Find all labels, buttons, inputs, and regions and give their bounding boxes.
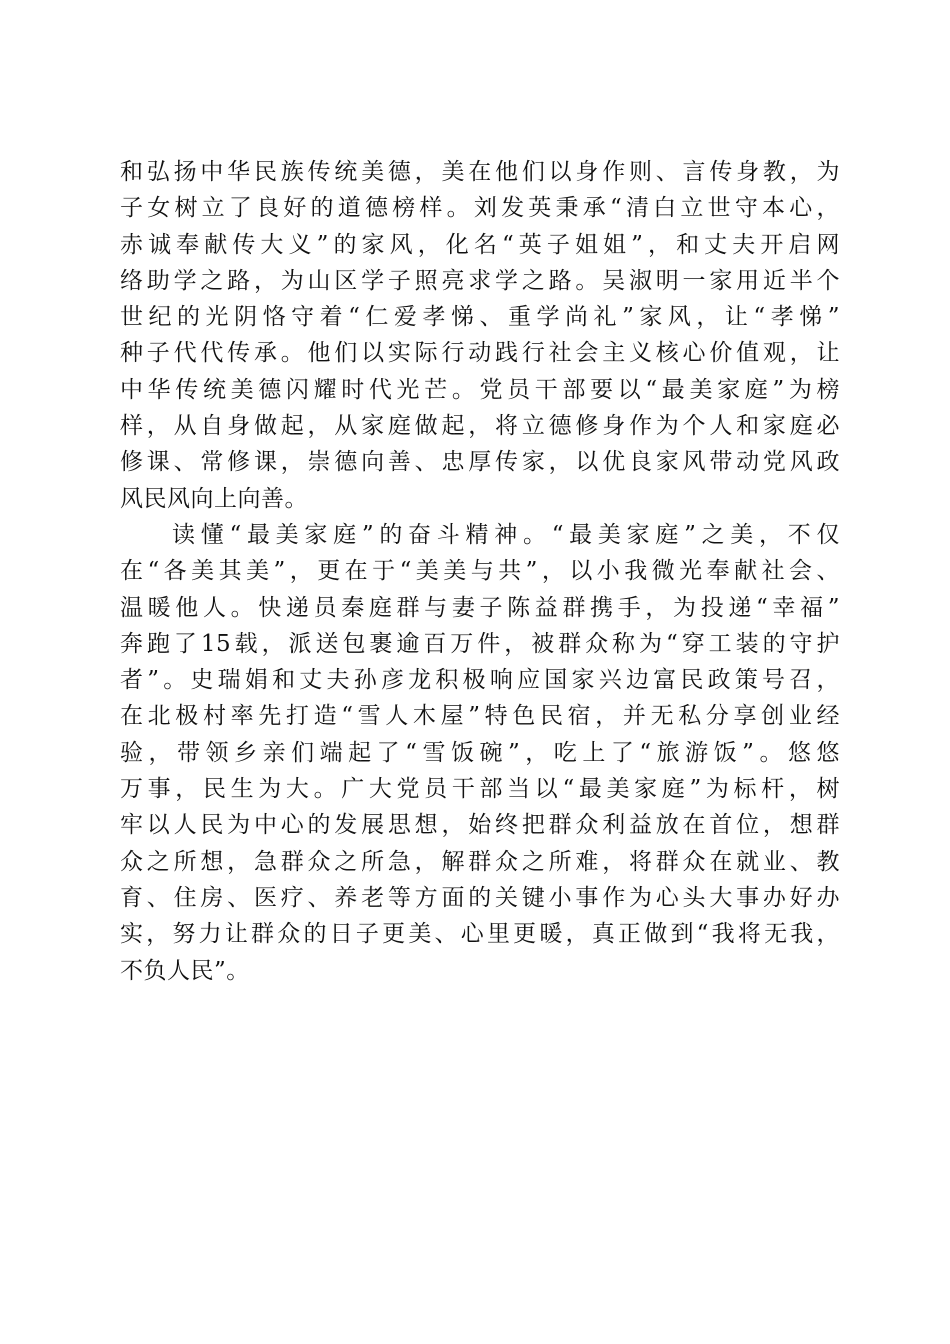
text-line: 者”。史瑞娟和丈夫孙彦龙积极响应国家兴边富民政策号召， xyxy=(120,667,840,694)
document-body xyxy=(120,154,840,989)
text-line: 众之所想，急群众之所急，解群众之所难，将群众在就业、教 xyxy=(120,848,840,875)
text-line: 温暖他人。快递员秦庭群与妻子陈益群携手，为投递“幸福” xyxy=(120,594,840,621)
text-line: 育、住房、医疗、养老等方面的关键小事作为心头大事办好办 xyxy=(120,884,840,911)
text-line: 世纪的光阴恪守着“仁爱孝悌、重学尚礼”家风，让“孝悌” xyxy=(120,304,840,331)
text-line: 络助学之路，为山区学子照亮求学之路。吴淑明一家用近半个 xyxy=(120,267,840,294)
text-line: 在“各美其美”，更在于“美美与共”，以小我微光奉献社会、 xyxy=(120,558,840,585)
text-line: 赤诚奉献传大义”的家风，化名“英子姐姐”，和丈夫开启网 xyxy=(120,231,840,258)
paragraph-striving-spirit xyxy=(120,517,840,989)
text-line: 实，努力让群众的日子更美、心里更暖，真正做到“我将无我， xyxy=(120,921,840,948)
text-line: 风民风向上向善。 xyxy=(120,485,308,512)
text-line: 不负人民”。 xyxy=(120,957,250,984)
text-line: 验，带领乡亲们端起了“雪饭碗”，吃上了“旅游饭”。悠悠 xyxy=(120,739,840,766)
text-line: 和弘扬中华民族传统美德，美在他们以身作则、言传身教，为 xyxy=(120,159,840,185)
text-line: 牢以人民为中心的发展思想，始终把群众利益放在首位，想群 xyxy=(120,812,840,839)
text-line: 万事，民生为大。广大党员干部当以“最美家庭”为标杆，树 xyxy=(120,776,840,803)
text-line: 奔跑了15载，派送包裹逾百万件，被群众称为“穿工装的守护 xyxy=(120,630,840,657)
text-line: 子女树立了良好的道德榜样。刘发英秉承“清白立世守本心， xyxy=(120,195,840,222)
text-line: 样，从自身做起，从家庭做起，将立德修身作为个人和家庭必 xyxy=(120,413,840,440)
text-line: 读懂“最美家庭”的奋斗精神。“最美家庭”之美，不仅 xyxy=(172,521,840,548)
text-line: 中华传统美德闪耀时代光芒。党员干部要以“最美家庭”为榜 xyxy=(120,376,840,403)
text-line: 修课、常修课，崇德向善、忠厚传家，以优良家风带动党风政 xyxy=(120,449,840,476)
text-line: 种子代代传承。他们以实际行动践行社会主义核心价值观，让 xyxy=(120,340,840,367)
text-line: 在北极村率先打造“雪人木屋”特色民宿，并无私分享创业经 xyxy=(120,703,840,730)
paragraph-family-virtue xyxy=(120,154,840,517)
